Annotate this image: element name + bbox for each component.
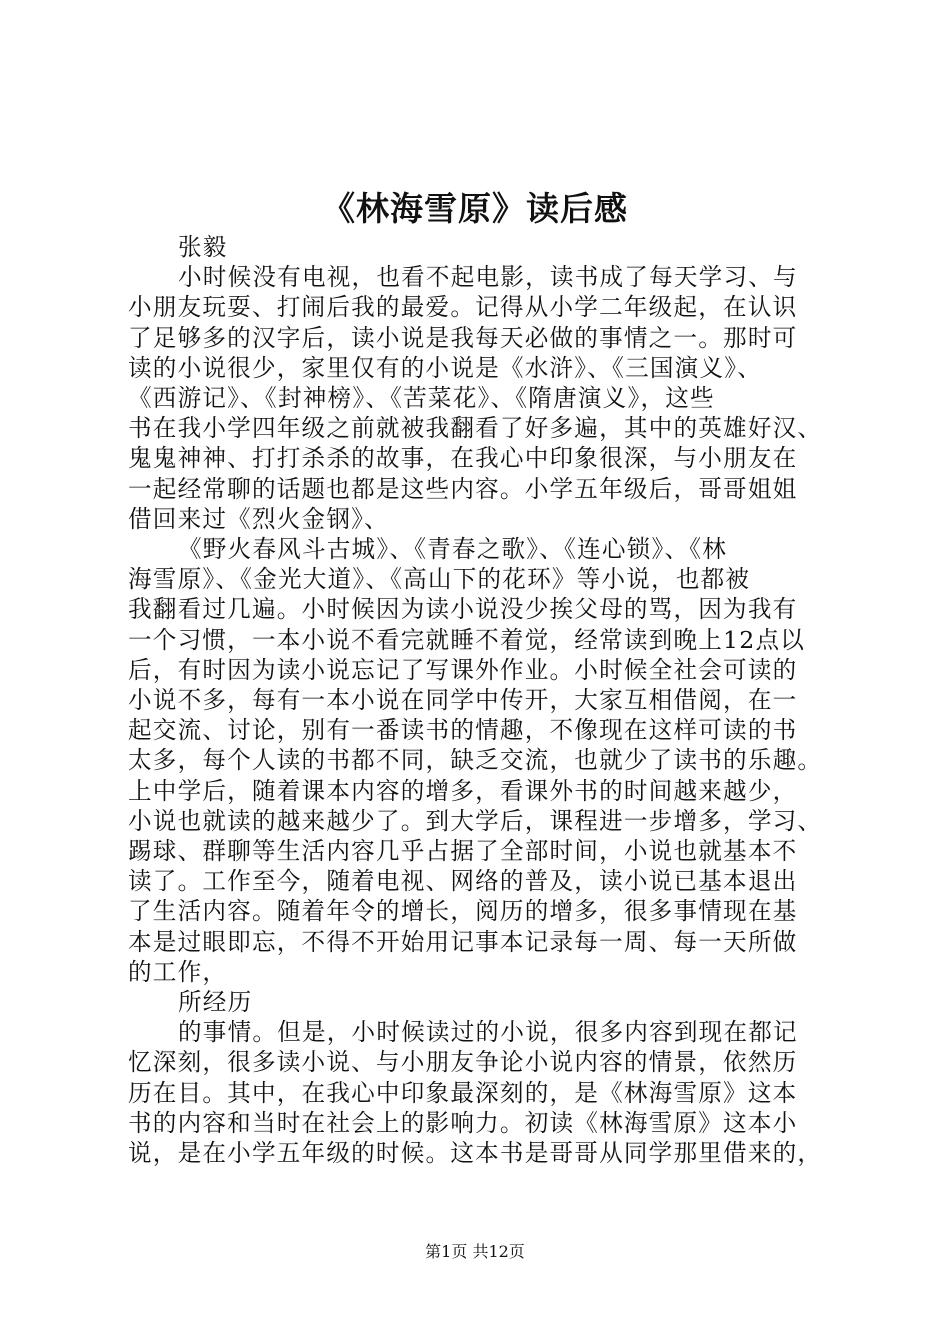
paragraph-line: 小说不多，每有一本小说在同学中传开，大家互相借阅，在一 [128, 686, 798, 715]
paragraph-line: 说，是在小学五年级的时候。这本书是哥哥从同学那里借来的， [128, 1139, 823, 1168]
paragraph-line: 鬼鬼神神、打打杀杀的故事，在我心中印象很深，与小朋友在 [128, 444, 798, 473]
paragraph-line: 了生活内容。随着年令的增长，阅历的增多，很多事情现在基 [128, 897, 798, 926]
paragraph-line: 我翻看过几遍。小时候因为读小说没少挨父母的骂，因为我有 [128, 595, 798, 624]
paragraph-line: 《野火春风斗古城》、《青春之歌》、《连心锁》、《林 [178, 535, 728, 564]
document-title: 《林海雪原》读后感 [322, 189, 628, 228]
paragraph-line: 所经历 [178, 988, 253, 1017]
paragraph-line: 踢球、群聊等生活内容几乎占据了全部时间，小说也就基本不 [128, 837, 798, 866]
paragraph-line: 海雪原》、《金光大道》、《高山下的花环》等小说，也都被 [128, 565, 751, 594]
paragraph-line: 书在我小学四年级之前就被我翻看了好多遍，其中的英雄好汉、 [128, 414, 823, 443]
paragraph-line: 太多，每个人读的书都不同，缺乏交流，也就少了读书的乐趣。 [128, 746, 823, 775]
paragraph-line: 的事情。但是，小时候读过的小说，很多内容到现在都记 [178, 1018, 798, 1047]
paragraph-line: 的工作， [128, 957, 228, 986]
paragraph-line: 小说也就读的越来越少了。到大学后，课程进一步增多，学习、 [128, 806, 823, 835]
paragraph-line: 读了。工作至今，随着电视、网络的普及，读小说已基本退出 [128, 867, 798, 896]
paragraph-line: 了足够多的汉字后，读小说是我每天必做的事情之一。那时可 [128, 323, 798, 352]
page-footer: 第1页 共12页 [425, 1242, 525, 1261]
paragraph-line: 小时候没有电视，也看不起电影，读书成了每天学习、与 [178, 263, 798, 292]
document-body [128, 232, 840, 1168]
paragraph-line: 一起经常聊的话题也都是这些内容。小学五年级后，哥哥姐姐 [128, 474, 798, 503]
author-line: 张毅 [178, 233, 228, 261]
paragraph-line: 一个习惯，一本小说不看完就睡不着觉，经常读到晚上12点以 [128, 625, 806, 654]
paragraph-line: 借回来过《烈火金钢》、 [128, 504, 389, 533]
paragraph-line: 忆深刻，很多读小说、与小朋友争论小说内容的情景，依然历 [128, 1048, 798, 1077]
paragraph-line: 小朋友玩耍、打闹后我的最爱。记得从小学二年级起，在认识 [128, 293, 798, 322]
paragraph-line: 后，有时因为读小说忘记了写课外作业。小时候全社会可读的 [128, 655, 798, 684]
paragraph-line: 本是过眼即忘，不得不开始用记事本记录每一周、每一天所做 [128, 927, 798, 956]
paragraph-line: 书的内容和当时在社会上的影响力。初读《林海雪原》这本小 [128, 1108, 798, 1137]
paragraph-line: 《西游记》、《封神榜》、《苦菜花》、《隋唐演义》，这些 [128, 384, 715, 413]
paragraph-line: 历在目。其中，在我心中印象最深刻的，是《林海雪原》这本 [128, 1078, 798, 1107]
paragraph-line: 读的小说很少，家里仅有的小说是《水浒》、《三国演义》、 [128, 353, 763, 382]
paragraph-line: 上中学后，随着课本内容的增多，看课外书的时间越来越少， [128, 776, 798, 805]
paragraph-line: 起交流、讨论，别有一番读书的情趣，不像现在这样可读的书 [128, 716, 798, 745]
paragraph-container [128, 262, 840, 1168]
